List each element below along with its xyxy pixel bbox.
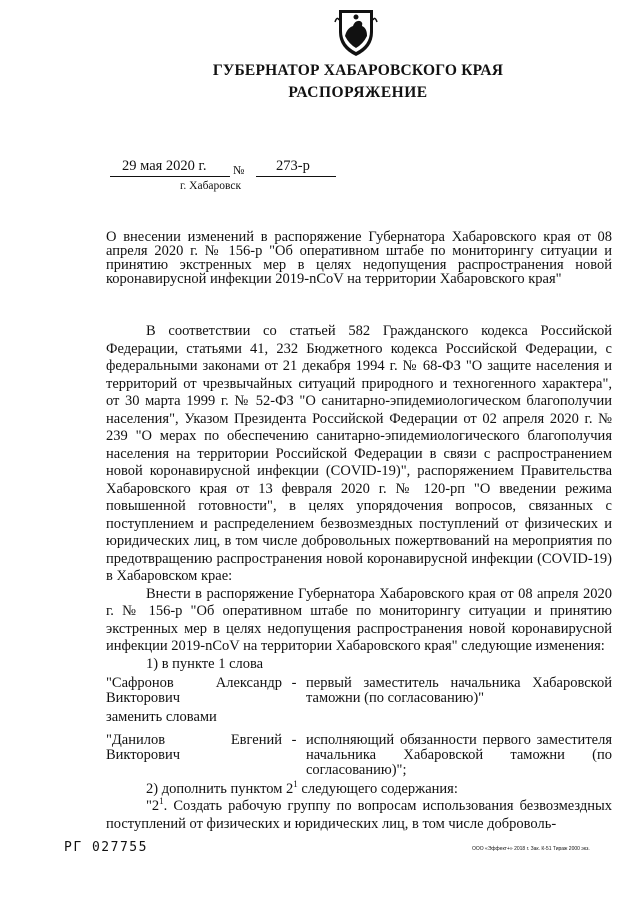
clause-2-1-superscript: 1	[159, 796, 164, 807]
document-date: 29 мая 2020 г.	[122, 158, 207, 174]
clause-2-1	[106, 798, 612, 833]
clause-2-1-text: . Создать рабочую группу по вопросам использования безвозмездных поступлений от физических и юридических лиц, в том числе доброволь-	[106, 798, 612, 832]
document-body	[106, 323, 612, 833]
issuer-title: ГУБЕРНАТОР ХАБАРОВСКОГО КРАЯ	[212, 62, 504, 79]
item-2-tail: следующего содержания:	[297, 780, 458, 797]
clause-2-1-number: "2	[146, 798, 160, 814]
printer-imprint: ООО «Эффект+» 2018 г. Зак. К-51 Тираж 2000 экз.	[472, 846, 590, 852]
coat-of-arms-icon	[333, 6, 379, 58]
document-subject: О внесении изменений в распоряжение Губернатора Хабаровского края от 08 апреля 2020 г. № 156-р "Об оперативном штабе по мониторингу ситуации и принятию экстренных мер в целях недопущения распространения новой коронавирусной инфекции 2019-nCoV на территории Хабаровского края"	[106, 229, 612, 287]
document-number: 273-р	[276, 158, 310, 174]
item-2	[106, 778, 612, 799]
document-city: г. Хабаровск	[180, 180, 242, 192]
old-member-row	[106, 676, 612, 706]
old-member-dash: -	[291, 675, 297, 691]
item-1: 1) в пункте 1 слова	[146, 655, 264, 672]
preamble-paragraph: В соответствии со статьей 582 Гражданского кодекса Российской Федерации, статьями 41, 232 Бюджетного кодекса Российской Федерации, с федеральными законами от 21 декабря 1994 г. № 68-ФЗ "О защите населения и территорий от чрезвычайных ситуаций природного и техногенного характера", от 30 марта 1999 г. № 52-ФЗ "О санитарно-эпидемиологическом благополучии населения", Указом Президента Российской Федерации от 02 апреля 2020 г. № 239 "О мерах по обеспечению санитарно-эпидемиологического благополучия населения на территории Российской Федерации в связи с распространением новой коронавирусной инфекции (COVID-19)", распоряжением Правительства Хабаровского края от 13 февраля 2020 г. № 120-рп "О введении режима повышенной готовности", в целях упорядочения вопросов, связанных с поступлением и распределением безвозмездных поступлений от физических и юридических лиц, в том числе добровольных пожертвований на мероприятия по предотвращению распространения новой коронавирусной инфекции (COVID-19) в Хабаровском крае:	[106, 323, 612, 584]
new-member-dash: -	[291, 731, 297, 748]
new-member-position: исполняющий обязанности первого заместителя начальника Хабаровской таможни (по согласованию)";	[306, 731, 612, 778]
date-underline	[110, 176, 230, 177]
new-member-name: "Данилов Евгений Викторович	[106, 731, 282, 763]
number-sign: №	[233, 163, 245, 177]
directive-paragraph: Внести в распоряжение Губернатора Хабаровского края от 08 апреля 2020 г. № 156-р "Об оперативном штабе по мониторингу ситуации и принятию экстренных мер в целях недопущения распространения новой коронавирусной инфекции 2019-nCoV на территории Хабаровского края" следующие изменения:	[106, 585, 612, 654]
document-type: РАСПОРЯЖЕНИЕ	[288, 84, 428, 101]
item-2-superscript: 1	[293, 778, 298, 789]
new-member-row	[106, 733, 612, 778]
old-member-position: первый заместитель начальника Хабаровской таможни (по согласованию)"	[306, 675, 612, 706]
number-underline	[256, 176, 336, 177]
old-member-name: "Сафронов Александр Викторович	[106, 675, 282, 706]
item-2-text: 2) дополнить пунктом 2	[146, 780, 294, 797]
form-serial-number: РГ 027755	[64, 840, 148, 855]
replace-with-text: заменить словами	[106, 709, 217, 725]
